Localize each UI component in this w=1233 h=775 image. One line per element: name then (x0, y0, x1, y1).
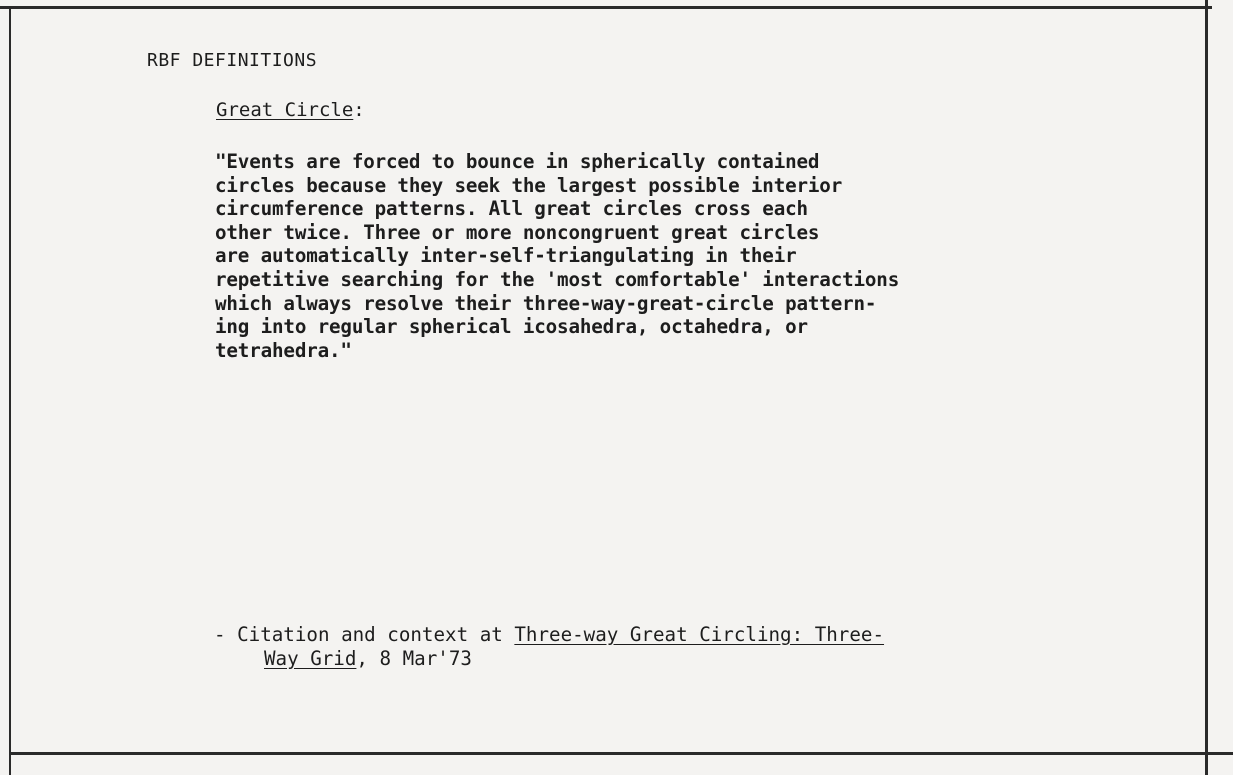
card-border-top (0, 6, 1212, 9)
definition-line: circles because they seek the largest possible interior (215, 173, 843, 197)
citation-prefix: - Citation and context at (214, 623, 515, 646)
card-border-bottom (9, 752, 1233, 755)
citation-date: , 8 Mar'73 (356, 647, 472, 670)
citation-line-2 (214, 647, 884, 671)
term-heading (216, 98, 365, 122)
definition-line: are automatically inter-self-triangulating in their (215, 244, 797, 268)
definition-line: "Events are forced to bounce in spherically contained (215, 150, 820, 173)
citation-line-1 (214, 623, 884, 647)
citation-source: Three-way Great Circling: Three- (514, 623, 885, 646)
definition-line: tetrahedra." (215, 338, 352, 362)
card-title: RBF DEFINITIONS (147, 50, 318, 71)
term-colon: : (353, 99, 365, 121)
citation-source-cont: Way Grid (264, 647, 357, 670)
definition-line: repetitive searching for the 'most comfortable' interactions (215, 267, 900, 291)
card-border-right (1205, 0, 1208, 775)
definition-quote (215, 150, 1075, 362)
term-name: Great Circle (216, 99, 354, 121)
definition-line: other twice. Three or more noncongruent great circles (215, 220, 820, 244)
definition-line: circumference patterns. All great circles cross each (215, 197, 808, 221)
card-border-left (9, 6, 11, 775)
citation (214, 623, 884, 671)
definition-line: ing into regular spherical icosahedra, octahedra, or (215, 315, 808, 339)
definition-line: which always resolve their three-way-great-circle pattern- (215, 291, 877, 315)
